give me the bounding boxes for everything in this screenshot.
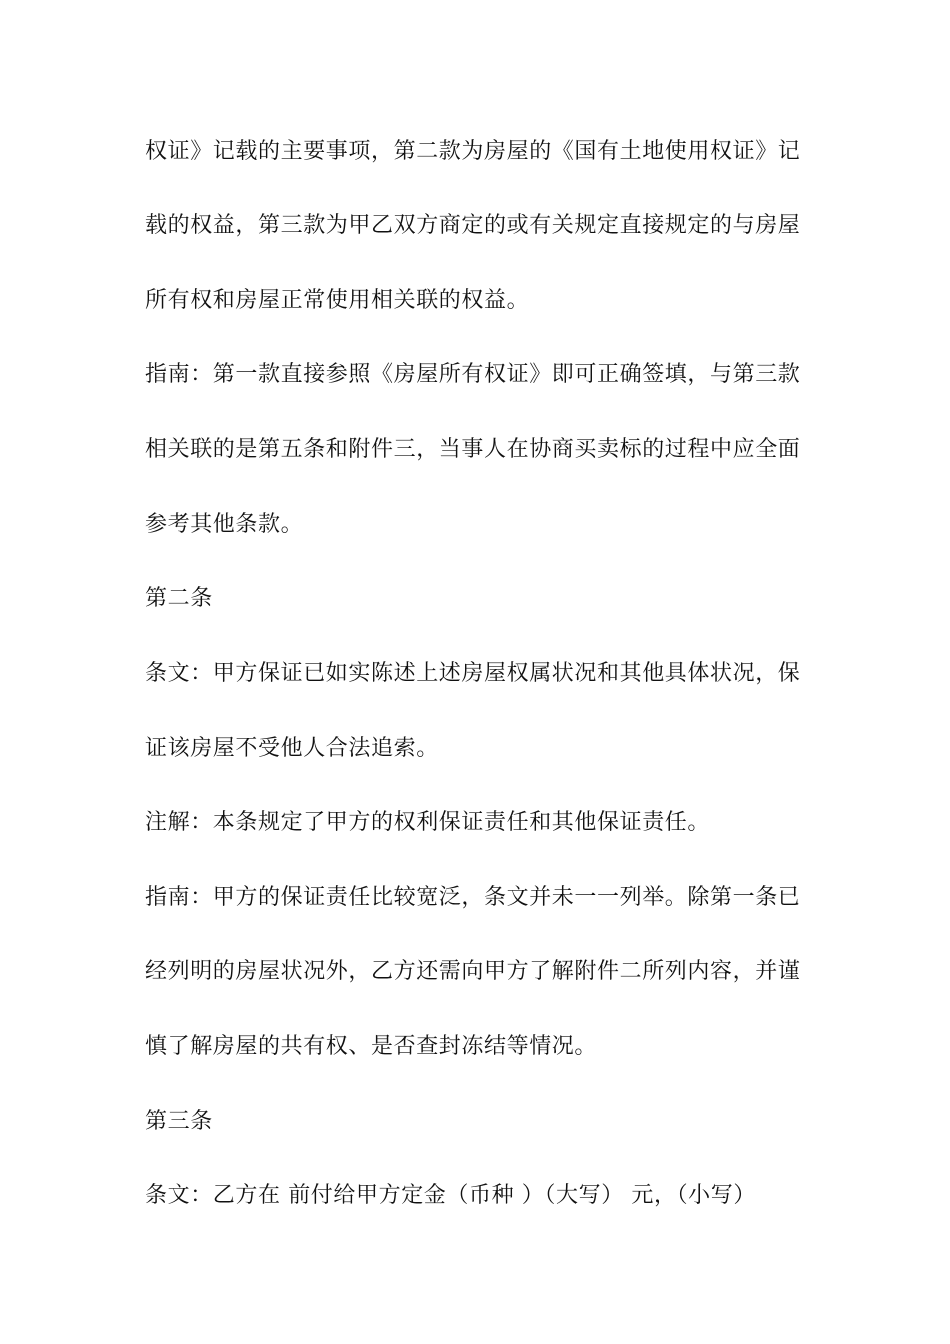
text-line: 载的权益，第三款为甲乙双方商定的或有关规定直接规定的与房屋 bbox=[145, 213, 801, 238]
text-line: 相关联的是第五条和附件三，当事人在协商买卖标的过程中应全面 bbox=[145, 437, 801, 462]
clause-text-start: 条文：乙方在 前付给甲方定金（币种 ）（大写） 元，（小写） bbox=[145, 1183, 756, 1208]
text-line: 参考其他条款。 bbox=[145, 512, 304, 537]
article-heading-3: 第三条 bbox=[145, 1109, 213, 1134]
guide-paragraph-start: 指南：第一款直接参照《房屋所有权证》即可正确签填，与第三款 bbox=[145, 362, 801, 387]
text-line: 经列明的房屋状况外，乙方还需向甲方了解附件二所列内容，并谨 bbox=[145, 959, 801, 984]
text-line: 权证》记载的主要事项，第二款为房屋的《国有土地使用权证》记 bbox=[145, 139, 801, 164]
text-line: 证该房屋不受他人合法追索。 bbox=[145, 736, 439, 761]
guide-paragraph-start: 指南：甲方的保证责任比较宽泛，条文并未一一列举。除第一条已 bbox=[145, 885, 801, 910]
text-line: 所有权和房屋正常使用相关联的权益。 bbox=[145, 288, 530, 313]
clause-text-start: 条文：甲方保证已如实陈述上述房屋权属状况和其他具体状况，保 bbox=[145, 661, 801, 686]
annotation-text: 注解：本条规定了甲方的权利保证责任和其他保证责任。 bbox=[145, 810, 711, 835]
article-heading-2: 第二条 bbox=[145, 586, 213, 611]
text-line: 慎了解房屋的共有权、是否查封冻结等情况。 bbox=[145, 1034, 598, 1059]
